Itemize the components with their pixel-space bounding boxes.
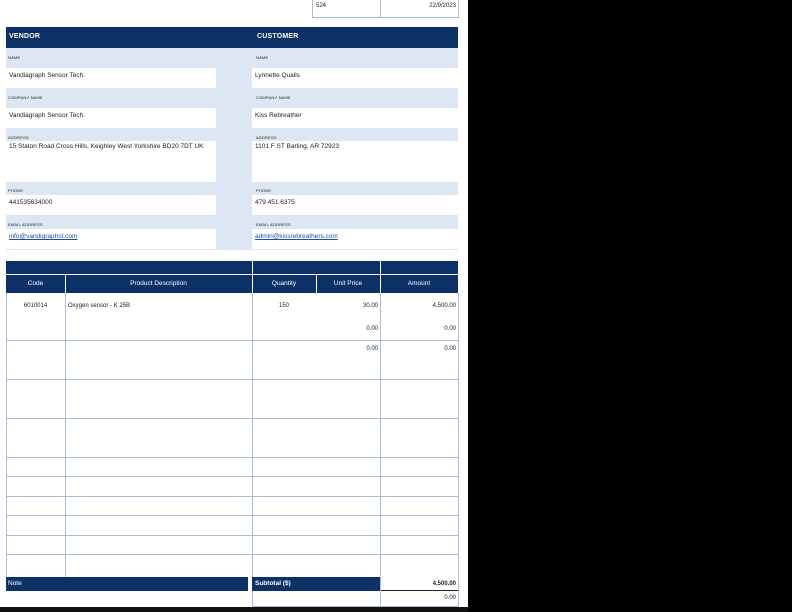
table-cell-quantity: 150 [278, 303, 289, 309]
table-row-line [6, 515, 459, 516]
vendor-company-label: COMPANY NAME [8, 95, 43, 100]
vendor-company-field[interactable]: Vandiagraph Sensor Tech. [6, 108, 216, 128]
vendor-phone-field[interactable]: 441535634000 [6, 195, 216, 215]
customer-address-field[interactable]: 1101 F ST Barling, AR 72923 [252, 141, 458, 182]
vendor-phone-label: PHONE [8, 188, 24, 193]
column-header-quantity: Quantity [271, 280, 297, 287]
next-total-value: 0.00 [444, 595, 456, 601]
header-divider [252, 261, 253, 293]
note-label: Note [8, 580, 22, 587]
table-row-line [6, 340, 459, 341]
page-bottom-edge [0, 607, 468, 612]
header-divider [6, 274, 458, 275]
subtotal-value: 4,500.00 [432, 581, 456, 587]
customer-phone-label: PHONE [256, 188, 272, 193]
table-row-line [6, 535, 459, 536]
vendor-address-label: ADDRESS [8, 135, 29, 140]
table-row-line [6, 418, 459, 419]
table-row-line [6, 496, 459, 497]
table-cell-amount: 0.00 [444, 346, 456, 352]
customer-name-field[interactable]: Lynnette Qualls [252, 68, 458, 88]
top-divider [312, 0, 313, 18]
invoice-number: 524 [316, 3, 327, 9]
column-header-description: Product Description [130, 280, 187, 287]
subtotal-label-cell [252, 577, 380, 591]
table-cell-unit-price: 0.00 [366, 346, 378, 352]
header-divider [65, 274, 66, 293]
party-header-band [6, 27, 458, 48]
vendor-address-field[interactable]: 15 Staton Road Cross Hills, Keighley West Yorkshire BD20 7DT UK [6, 141, 216, 182]
table-row-line [6, 379, 459, 380]
table-cell-amount: 4,500.00 [432, 303, 456, 309]
vendor-email-label: EMAIL ADDRESS [8, 222, 43, 227]
subtotal-underline [380, 590, 458, 591]
table-header-band-top [6, 261, 458, 274]
header-divider [316, 274, 317, 293]
invoice-date: 22/9/2023 [429, 3, 456, 9]
table-cell-amount: 0.00 [444, 326, 456, 332]
vendor-email-link[interactable]: info@vandigraphst.com [6, 229, 216, 249]
table-cell-unit-price: 30.00 [362, 303, 378, 309]
column-header-unit-price: Unit Price [333, 280, 363, 287]
customer-header: CUSTOMER [257, 33, 299, 40]
customer-company-field[interactable]: Kiss Rebreather [252, 108, 458, 128]
customer-phone-field[interactable]: 479 451 6375 [252, 195, 458, 215]
customer-email-link[interactable]: admin@kissrebreathers.com [252, 229, 458, 249]
column-header-amount: Amount [407, 280, 431, 287]
table-cell-code: 6010014 [23, 303, 48, 309]
table-row-line [6, 554, 459, 555]
footer-grid-line [380, 577, 381, 607]
table-cell-unit-price: 0.00 [366, 326, 378, 332]
top-divider [458, 0, 459, 18]
footer-grid-line [252, 591, 253, 607]
top-divider [380, 0, 381, 18]
customer-company-label: COMPANY NAME [256, 95, 291, 100]
table-cell-description: Oxygen sensor - K 25B [68, 303, 131, 309]
customer-email-label: EMAIL ADDRESS [256, 222, 291, 227]
subtotal-label: Subtotal ($) [255, 580, 291, 587]
vendor-name-field[interactable]: Vandiagraph Sensor Tech. [6, 68, 216, 88]
vendor-header: VENDOR [9, 33, 41, 40]
footer-grid-line [458, 577, 459, 607]
table-row-line [6, 457, 459, 458]
vendor-name-label: NAME [8, 55, 21, 60]
customer-name-label: NAME [256, 55, 269, 60]
note-header [6, 577, 248, 591]
customer-address-label: ADDRESS [256, 135, 277, 140]
top-divider [312, 17, 459, 18]
table-row-line [6, 476, 459, 477]
header-divider [380, 261, 381, 293]
column-header-code: Code [27, 280, 44, 287]
